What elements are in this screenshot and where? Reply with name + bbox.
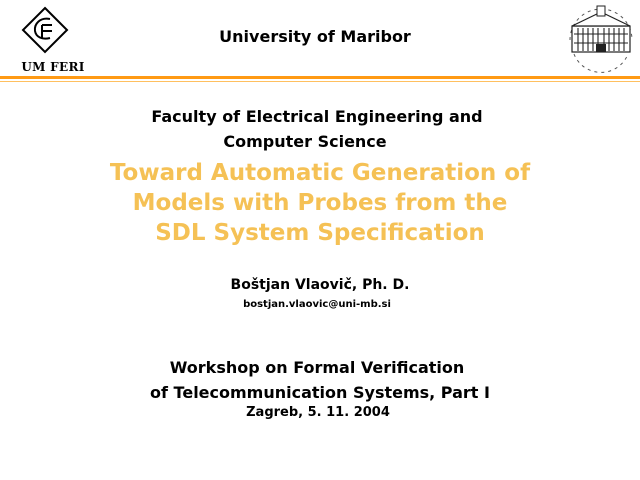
slide-header bbox=[0, 0, 640, 90]
header-rule bbox=[0, 76, 640, 79]
event-date: Zagreb, 5. 11. 2004 bbox=[246, 405, 390, 420]
author-name: Boštjan Vlaovič, Ph. D. bbox=[230, 277, 410, 293]
logo-caption: UM FERI bbox=[21, 60, 85, 74]
workshop-name bbox=[0, 355, 640, 405]
title-line-3: SDL System Specification bbox=[155, 220, 485, 246]
header-rule-thin bbox=[0, 81, 640, 82]
feri-emblem-icon bbox=[20, 6, 70, 60]
presentation-title bbox=[0, 158, 640, 248]
um-feri-logo bbox=[14, 6, 85, 74]
title-line-2: Models with Probes from the bbox=[132, 190, 508, 216]
author-email: bostjan.vlaovic@uni-mb.si bbox=[243, 299, 391, 310]
university-seal-icon bbox=[562, 2, 640, 74]
university-name: University of Maribor bbox=[219, 27, 411, 46]
workshop-line-2: of Telecommunication Systems, Part I bbox=[150, 383, 490, 402]
title-line-1: Toward Automatic Generation of bbox=[109, 160, 531, 186]
faculty-line-2: Computer Science bbox=[223, 132, 387, 151]
faculty-line-1: Faculty of Electrical Engineering and bbox=[151, 107, 483, 126]
workshop-line-1: Workshop on Formal Verification bbox=[169, 358, 465, 377]
faculty-name bbox=[0, 104, 640, 154]
